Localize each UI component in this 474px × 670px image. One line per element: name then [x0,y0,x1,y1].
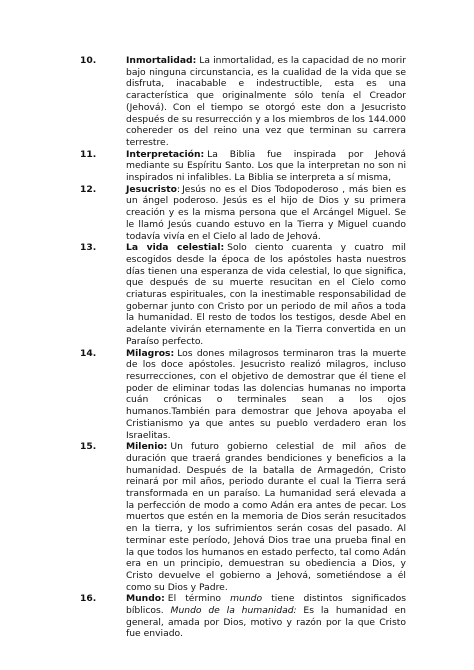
entry-body [126,593,406,640]
entry-body [126,149,406,184]
entry-text: Los dones milagrosos terminaron tras la muerte de los doce apóstoles. Jesucristo realizó milagros, incluso resurrecciones, con el objetivo de demostrar que él tiene el poder de eliminar todas las dolencias humanas no importa cuán crónicas o terminales sean a los ojos humanos.También para demostrar que Jehova apoyaba el Cristianismo ya que antes su pueblo verdadero eran los Israelitas. [126,347,406,441]
entry-separator: : [176,183,181,195]
glossary-entry-vida-celestial [80,242,406,347]
entry-text: Es la humanidad en general, amada por Dios, motivo y razón por la que Cristo fue enviado. [126,605,406,640]
entry-term: Mundo: [126,593,165,605]
glossary-entry-inmortalidad [80,55,406,149]
glossary-entry-jesucristo [80,184,406,243]
entry-text: Jesús no es el Dios Todopoderoso , más bien es un ángel poderoso. Jesús es el hijo de Dios y su primera creación y es la misma persona que el Arcángel Miguel. Se le llamó Jesús cuando estuvo en la Tierra y Miguel cuando todavía vivía en el Cielo al lado de Jehová. [126,183,406,242]
entry-term: Interpretación: [126,148,205,160]
entry-text: tiene distintos significados bíblicos. [126,593,406,617]
entry-italic-subterm: Mundo de la humanidad: [170,605,297,617]
entry-text: Solo ciento cuarenta y cuatro mil escogidos desde la época de los apóstoles hasta nuestros días tienen una esperanza de vida celestial, lo que significa, que después de su muerte resucitan en el Cielo como criaturas espirituales, con la inestimable responsabilidad de gobernar junto con Cristo por un periodo de mil años a toda la humanidad. El resto de todos los testigos, desde Abel en adelante vivirán eternamente en la Tierra convertida en un Paraíso perfecto. [126,242,406,347]
entry-body [126,441,406,593]
entry-body [126,348,406,442]
glossary-entry-mundo [80,593,406,640]
entry-text: El término [167,593,231,605]
entry-number: 11. [80,148,97,160]
entry-term: Inmortalidad: [126,55,197,66]
entry-number: 10. [80,55,97,66]
entry-body [126,242,406,347]
entry-number: 16. [80,593,97,605]
entry-italic-term: mundo [230,593,263,605]
entry-text: Un futuro gobierno celestial de mil años de duración que traerá grandes bendiciones y beneficios a la humanidad. Después de la batalla de Armagedón, Cristo reinará por mil años, periodo durante el cual la Tierra será transformada en un paraíso. La humanidad será elevada a la perfección de modo a como Adán era antes de pecar. Los muertos que estén en la memoria de Dios serán resucitados en la tierra, y los sufrimientos serán cosas del pasado. Al terminar este período, Jehová Dios trae una prueba final en la que todos los humanos en estado perfecto, tal como Adán era en un principio, demuestran su obediencia a Dios, y Cristo devuelve el gobierno a Jehová, sometiéndose a él como su Dios y Padre. [126,441,406,593]
entry-body [126,184,406,243]
document-page [80,55,406,640]
entry-number: 14. [80,347,97,359]
entry-text: La Biblia fue inspirada por Jehová mediante su Espíritu Santo. Los que la interpretan no son ni inspirados ni infalibles. La Biblia se interpreta a sí misma, [126,148,406,184]
entry-term: Milenio: [126,441,168,453]
glossary-entry-milenio [80,441,406,593]
entry-text: La inmortalidad, es la capacidad de no morir bajo ninguna circunstancia, es la cualidad de la vida que se disfruta, inacabable e indestructible, esta es una característica que originalmente sólo tenía el Creador (Jehová). Con el tiempo se otorgó este don a Jesucristo después de su resurrección y a los miembros de los 144.000 cohereder os del reino una vez que terminan su carrera terrestre. [126,55,406,148]
entry-number: 12. [80,183,97,195]
entry-term: La vida celestial: [126,242,225,254]
entry-number: 15. [80,441,97,453]
glossary-entry-milagros [80,348,406,442]
entry-body [126,55,406,149]
entry-term: Milagros: [126,347,175,359]
glossary-entry-interpretacion [80,149,406,184]
entry-term: Jesucristo [126,183,177,195]
entry-number: 13. [80,242,97,254]
